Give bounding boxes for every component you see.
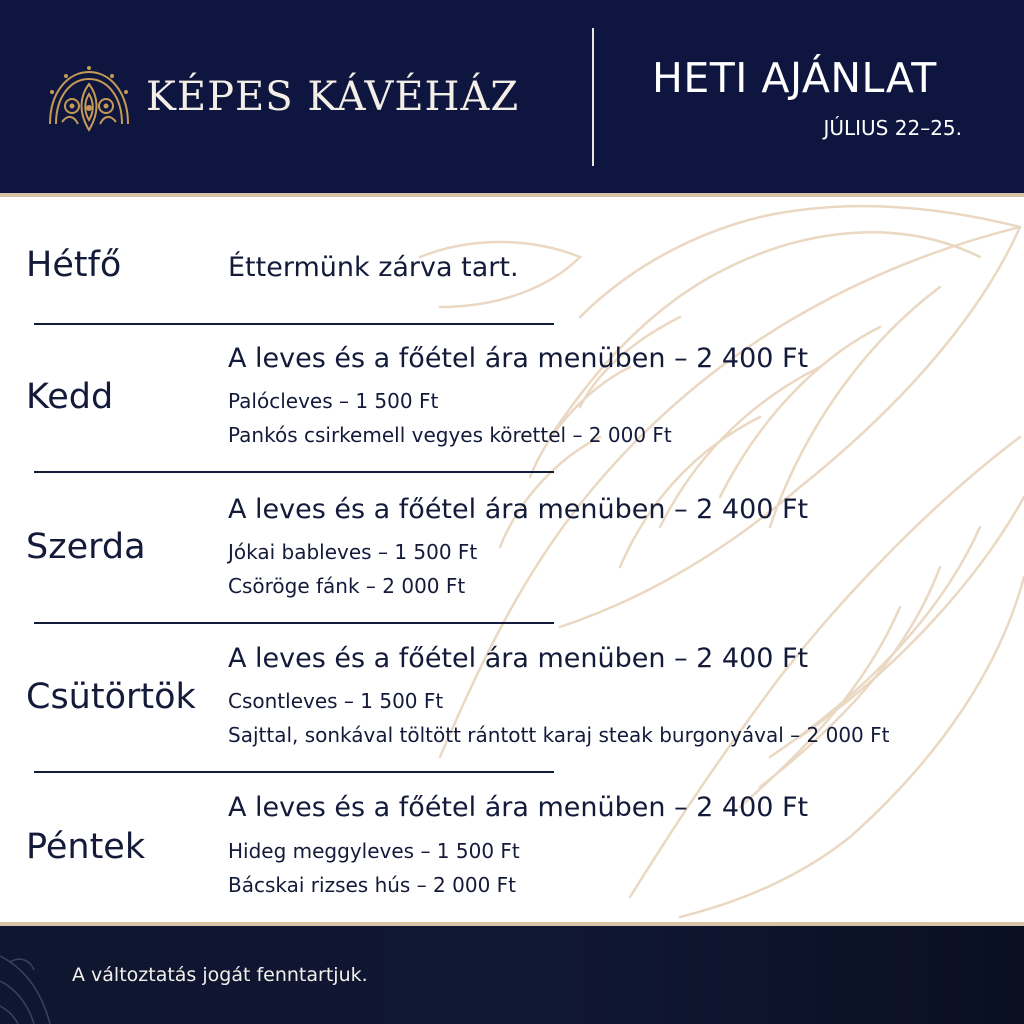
friday-menu-price: A leves és a főétel ára menüben – 2 400 Ft xyxy=(228,792,809,823)
separator xyxy=(34,622,554,624)
separator xyxy=(34,323,554,325)
friday-soup: Hideg meggyleves – 1 500 Ft xyxy=(228,839,520,863)
thursday-main: Sajttal, sonkával töltött rántott karaj steak burgonyával – 2 000 Ft xyxy=(228,723,890,747)
ornament-logo-icon xyxy=(44,62,134,138)
disclaimer-text: A változtatás jogát fenntartjuk. xyxy=(72,964,368,986)
wednesday-main: Csöröge fánk – 2 000 Ft xyxy=(228,574,466,598)
offer-title: HETI AJÁNLAT xyxy=(652,54,937,102)
day-thursday: Csütörtök xyxy=(26,677,196,717)
offer-dates: JÚLIUS 22–25. xyxy=(823,116,962,140)
day-friday: Péntek xyxy=(26,827,146,867)
day-tuesday: Kedd xyxy=(26,377,114,417)
day-monday: Hétfő xyxy=(26,245,122,285)
day-wednesday: Szerda xyxy=(26,527,146,567)
monday-note: Éttermünk zárva tart. xyxy=(228,252,519,283)
thursday-menu-price: A leves és a főétel ára menüben – 2 400 Ft xyxy=(228,643,809,674)
wednesday-soup: Jókai bableves – 1 500 Ft xyxy=(228,540,478,564)
thursday-soup: Csontleves – 1 500 Ft xyxy=(228,689,444,713)
friday-main: Bácskai rizses hús – 2 000 Ft xyxy=(228,873,517,897)
wednesday-menu-price: A leves és a főétel ára menüben – 2 400 Ft xyxy=(228,494,809,525)
separator xyxy=(34,471,554,473)
separator xyxy=(34,771,554,773)
brand-name: KÉPES KÁVÉHÁZ xyxy=(146,74,520,120)
header-divider xyxy=(592,28,594,166)
tuesday-main: Pankós csirkemell vegyes körettel – 2 000 Ft xyxy=(228,423,672,447)
tuesday-soup: Palócleves – 1 500 Ft xyxy=(228,389,439,413)
tuesday-menu-price: A leves és a főétel ára menüben – 2 400 Ft xyxy=(228,343,809,374)
